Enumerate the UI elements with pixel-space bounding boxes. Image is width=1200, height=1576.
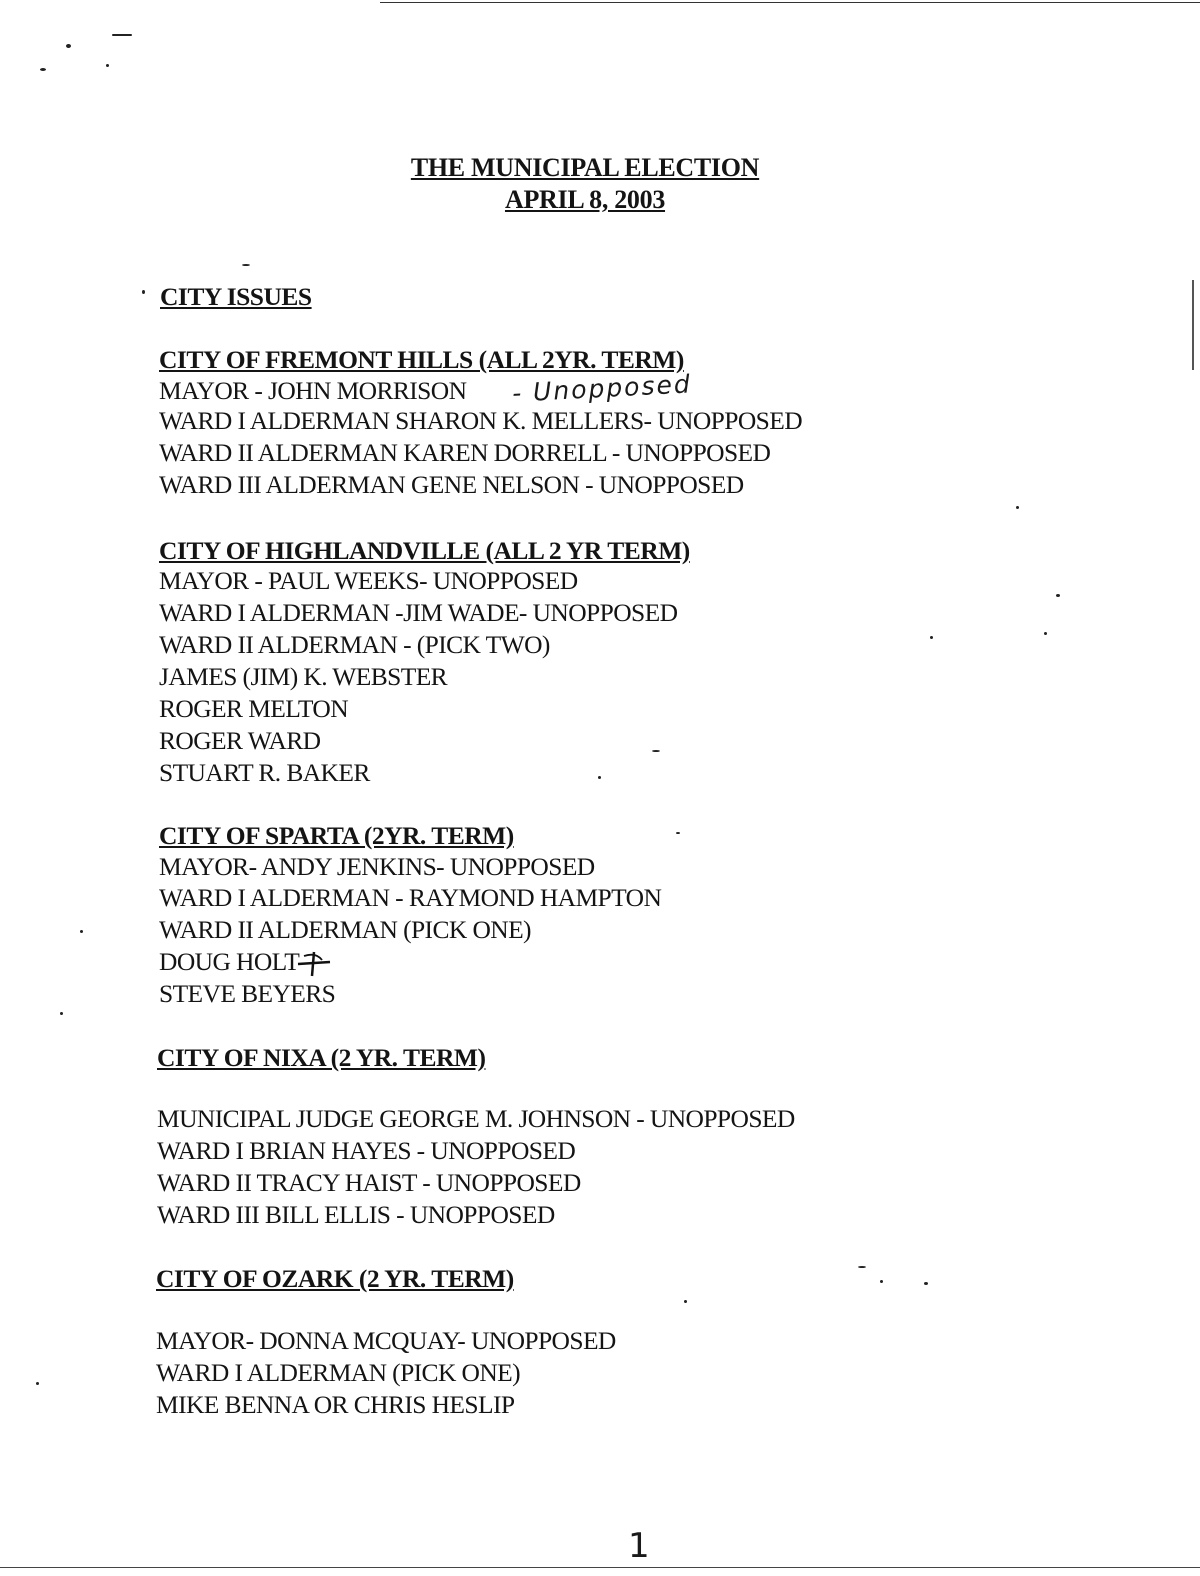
highlandville-line: STUART R. BAKER — [159, 758, 370, 787]
scan-speck — [40, 68, 46, 71]
highlandville-line: ROGER MELTON — [159, 694, 349, 723]
nixa-line: WARD I BRIAN HAYES - UNOPPOSED — [157, 1136, 576, 1165]
scan-speck — [66, 44, 71, 48]
city-heading-nixa: CITY OF NIXA (2 YR. TERM) — [157, 1043, 486, 1072]
scan-speck — [60, 1012, 63, 1015]
sparta-line: WARD II ALDERMAN (PICK ONE) — [159, 915, 531, 944]
scan-speck — [106, 64, 109, 67]
scan-speck — [652, 750, 660, 752]
scan-speck — [1044, 632, 1047, 635]
nixa-line: WARD III BILL ELLIS - UNOPPOSED — [157, 1200, 555, 1229]
handwritten-unopposed-note: - Unopposed — [511, 369, 693, 408]
scan-speck — [36, 1382, 39, 1385]
ozark-line: MAYOR- DONNA MCQUAY- UNOPPOSED — [156, 1326, 616, 1355]
scan-speck — [684, 1300, 687, 1303]
scan-speck — [880, 1280, 883, 1283]
highlandville-line: WARD II ALDERMAN - (PICK TWO) — [159, 630, 550, 659]
fremont-hills-line: WARD II ALDERMAN KAREN DORRELL - UNOPPOSED — [159, 438, 771, 467]
sparta-line: DOUG HOLT — [159, 947, 300, 976]
scan-speck — [142, 290, 145, 294]
scan-speck — [930, 636, 933, 639]
scan-top-edge-line — [380, 2, 1200, 3]
city-heading-ozark: CITY OF OZARK (2 YR. TERM) — [156, 1264, 514, 1293]
highlandville-line: MAYOR - PAUL WEEKS- UNOPPOSED — [159, 566, 578, 595]
handwritten-strike-mark — [296, 950, 332, 978]
highlandville-line: WARD I ALDERMAN -JIM WADE- UNOPPOSED — [159, 598, 678, 627]
city-heading-sparta: CITY OF SPARTA (2YR. TERM) — [159, 821, 514, 850]
nixa-line: MUNICIPAL JUDGE GEORGE M. JOHNSON - UNOPPOSED — [157, 1104, 795, 1133]
scan-speck — [858, 1266, 866, 1268]
scan-speck — [80, 930, 83, 933]
ozark-line: MIKE BENNA OR CHRIS HESLIP — [156, 1390, 515, 1419]
highlandville-line: ROGER WARD — [159, 726, 321, 755]
document-date: APRIL 8, 2003 — [504, 185, 666, 214]
scan-speck — [676, 832, 680, 834]
nixa-line: WARD II TRACY HAIST - UNOPPOSED — [157, 1168, 581, 1197]
ozark-line: WARD I ALDERMAN (PICK ONE) — [156, 1358, 521, 1387]
page-number: 1 — [628, 1526, 650, 1566]
sparta-line: MAYOR- ANDY JENKINS- UNOPPOSED — [159, 852, 595, 881]
scan-speck — [242, 264, 250, 266]
scan-bottom-edge-line — [0, 1567, 1200, 1568]
fremont-hills-line: WARD I ALDERMAN SHARON K. MELLERS- UNOPPOSED — [159, 406, 803, 435]
document-title-block — [0, 152, 1170, 216]
scan-speck — [112, 34, 132, 36]
section-heading-city-issues: CITY ISSUES — [160, 282, 312, 311]
fremont-hills-line: MAYOR - JOHN MORRISON — [159, 376, 467, 405]
sparta-line: STEVE BEYERS — [159, 979, 336, 1008]
scan-speck — [598, 776, 601, 779]
sparta-line: WARD I ALDERMAN - RAYMOND HAMPTON — [159, 883, 662, 912]
scan-speck — [1056, 594, 1060, 597]
scan-speck — [924, 1282, 928, 1285]
document-title: THE MUNICIPAL ELECTION — [410, 153, 760, 182]
city-heading-fremont-hills: CITY OF FREMONT HILLS (ALL 2YR. TERM) — [159, 345, 684, 374]
scan-speck — [1016, 506, 1019, 509]
fremont-hills-line: WARD III ALDERMAN GENE NELSON - UNOPPOSED — [159, 470, 744, 499]
city-heading-highlandville: CITY OF HIGHLANDVILLE (ALL 2 YR TERM) — [159, 536, 690, 565]
scan-right-edge-mark — [1192, 280, 1194, 370]
highlandville-line: JAMES (JIM) K. WEBSTER — [159, 662, 448, 691]
